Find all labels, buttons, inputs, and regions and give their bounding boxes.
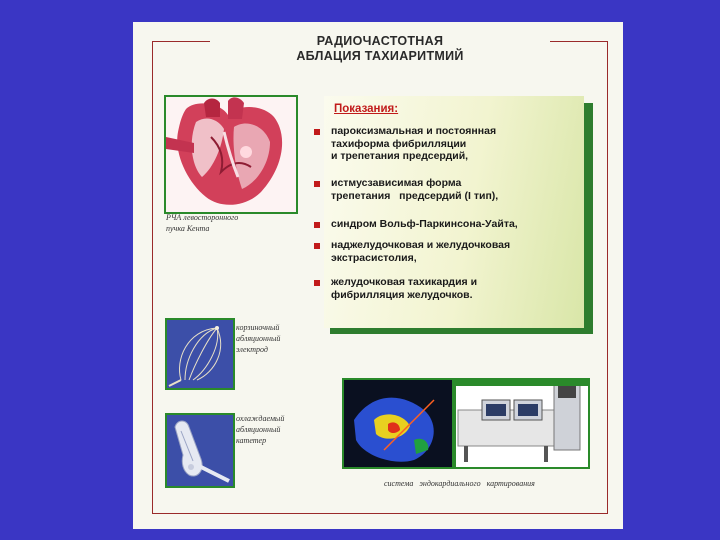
bullet-icon	[314, 222, 320, 228]
bullet-icon	[314, 243, 320, 249]
heart-caption-line-2: пучка Кента	[166, 224, 210, 233]
indication-item-1-line-1: пароксизмальная и постоянная	[331, 125, 497, 137]
indication-item-5	[331, 276, 477, 301]
balloon-catheter-caption-line-2: абляционный	[236, 425, 281, 434]
title-line-1: РАДИОЧАСТОТНАЯ	[316, 34, 444, 48]
balloon-catheter-caption	[236, 413, 284, 446]
mapping-system-image	[342, 378, 590, 469]
indication-item-5-line-2: фибрилляция желудочков.	[331, 288, 473, 301]
balloon-catheter-caption-line-3: катетер	[236, 436, 267, 445]
indication-item-1-line-3: и трепетания предсердий,	[331, 150, 469, 162]
balloon-catheter-image	[165, 413, 235, 488]
basket-electrode-illustration	[167, 320, 233, 388]
indications-heading: Показания:	[334, 103, 399, 115]
basket-electrode-caption	[236, 322, 280, 355]
indication-item-4	[331, 239, 510, 264]
heart-image	[164, 95, 298, 214]
slide-title	[210, 34, 550, 64]
basket-electrode-caption-line-3: электрод	[236, 345, 268, 354]
heart-caption	[166, 212, 238, 234]
mapping-system-illustration	[344, 380, 588, 467]
indication-item-2	[331, 177, 498, 202]
balloon-catheter-caption-line-1: охлаждаемый	[236, 414, 285, 423]
bullet-icon	[314, 129, 320, 135]
title-line-2: АБЛАЦИЯ ТАХИАРИТМИЙ	[296, 49, 464, 63]
bullet-icon	[314, 280, 320, 286]
basket-electrode-caption-line-1: корзиночный	[236, 323, 280, 332]
indication-item-2-line-2: трепетания предсердий (I тип),	[331, 189, 499, 202]
indication-item-4-line-2: экстрасистолия,	[331, 251, 417, 264]
indication-item-5-line-1: желудочковая тахикардия и	[331, 276, 478, 288]
heart-caption-line-1: РЧА левосторонного	[166, 213, 239, 222]
indication-item-4-line-1: наджелудочковая и желудочковая	[331, 239, 511, 251]
indication-item-3-line-1: синдром Вольф-Паркинсона-Уайта,	[331, 218, 518, 230]
heart-illustration	[166, 97, 296, 212]
basket-electrode-image	[165, 318, 235, 390]
indication-item-1-line-2: тахиформа фибрилляции	[331, 137, 467, 150]
indication-item-3	[331, 218, 518, 231]
basket-electrode-caption-line-2: абляционный	[236, 334, 281, 343]
balloon-catheter-illustration	[167, 415, 233, 486]
mapping-system-caption: система эндокардиального картирования	[384, 479, 535, 488]
bullet-icon	[314, 181, 320, 187]
indication-item-2-line-1: истмусзависимая форма	[331, 177, 462, 189]
indication-item-1	[331, 125, 496, 163]
